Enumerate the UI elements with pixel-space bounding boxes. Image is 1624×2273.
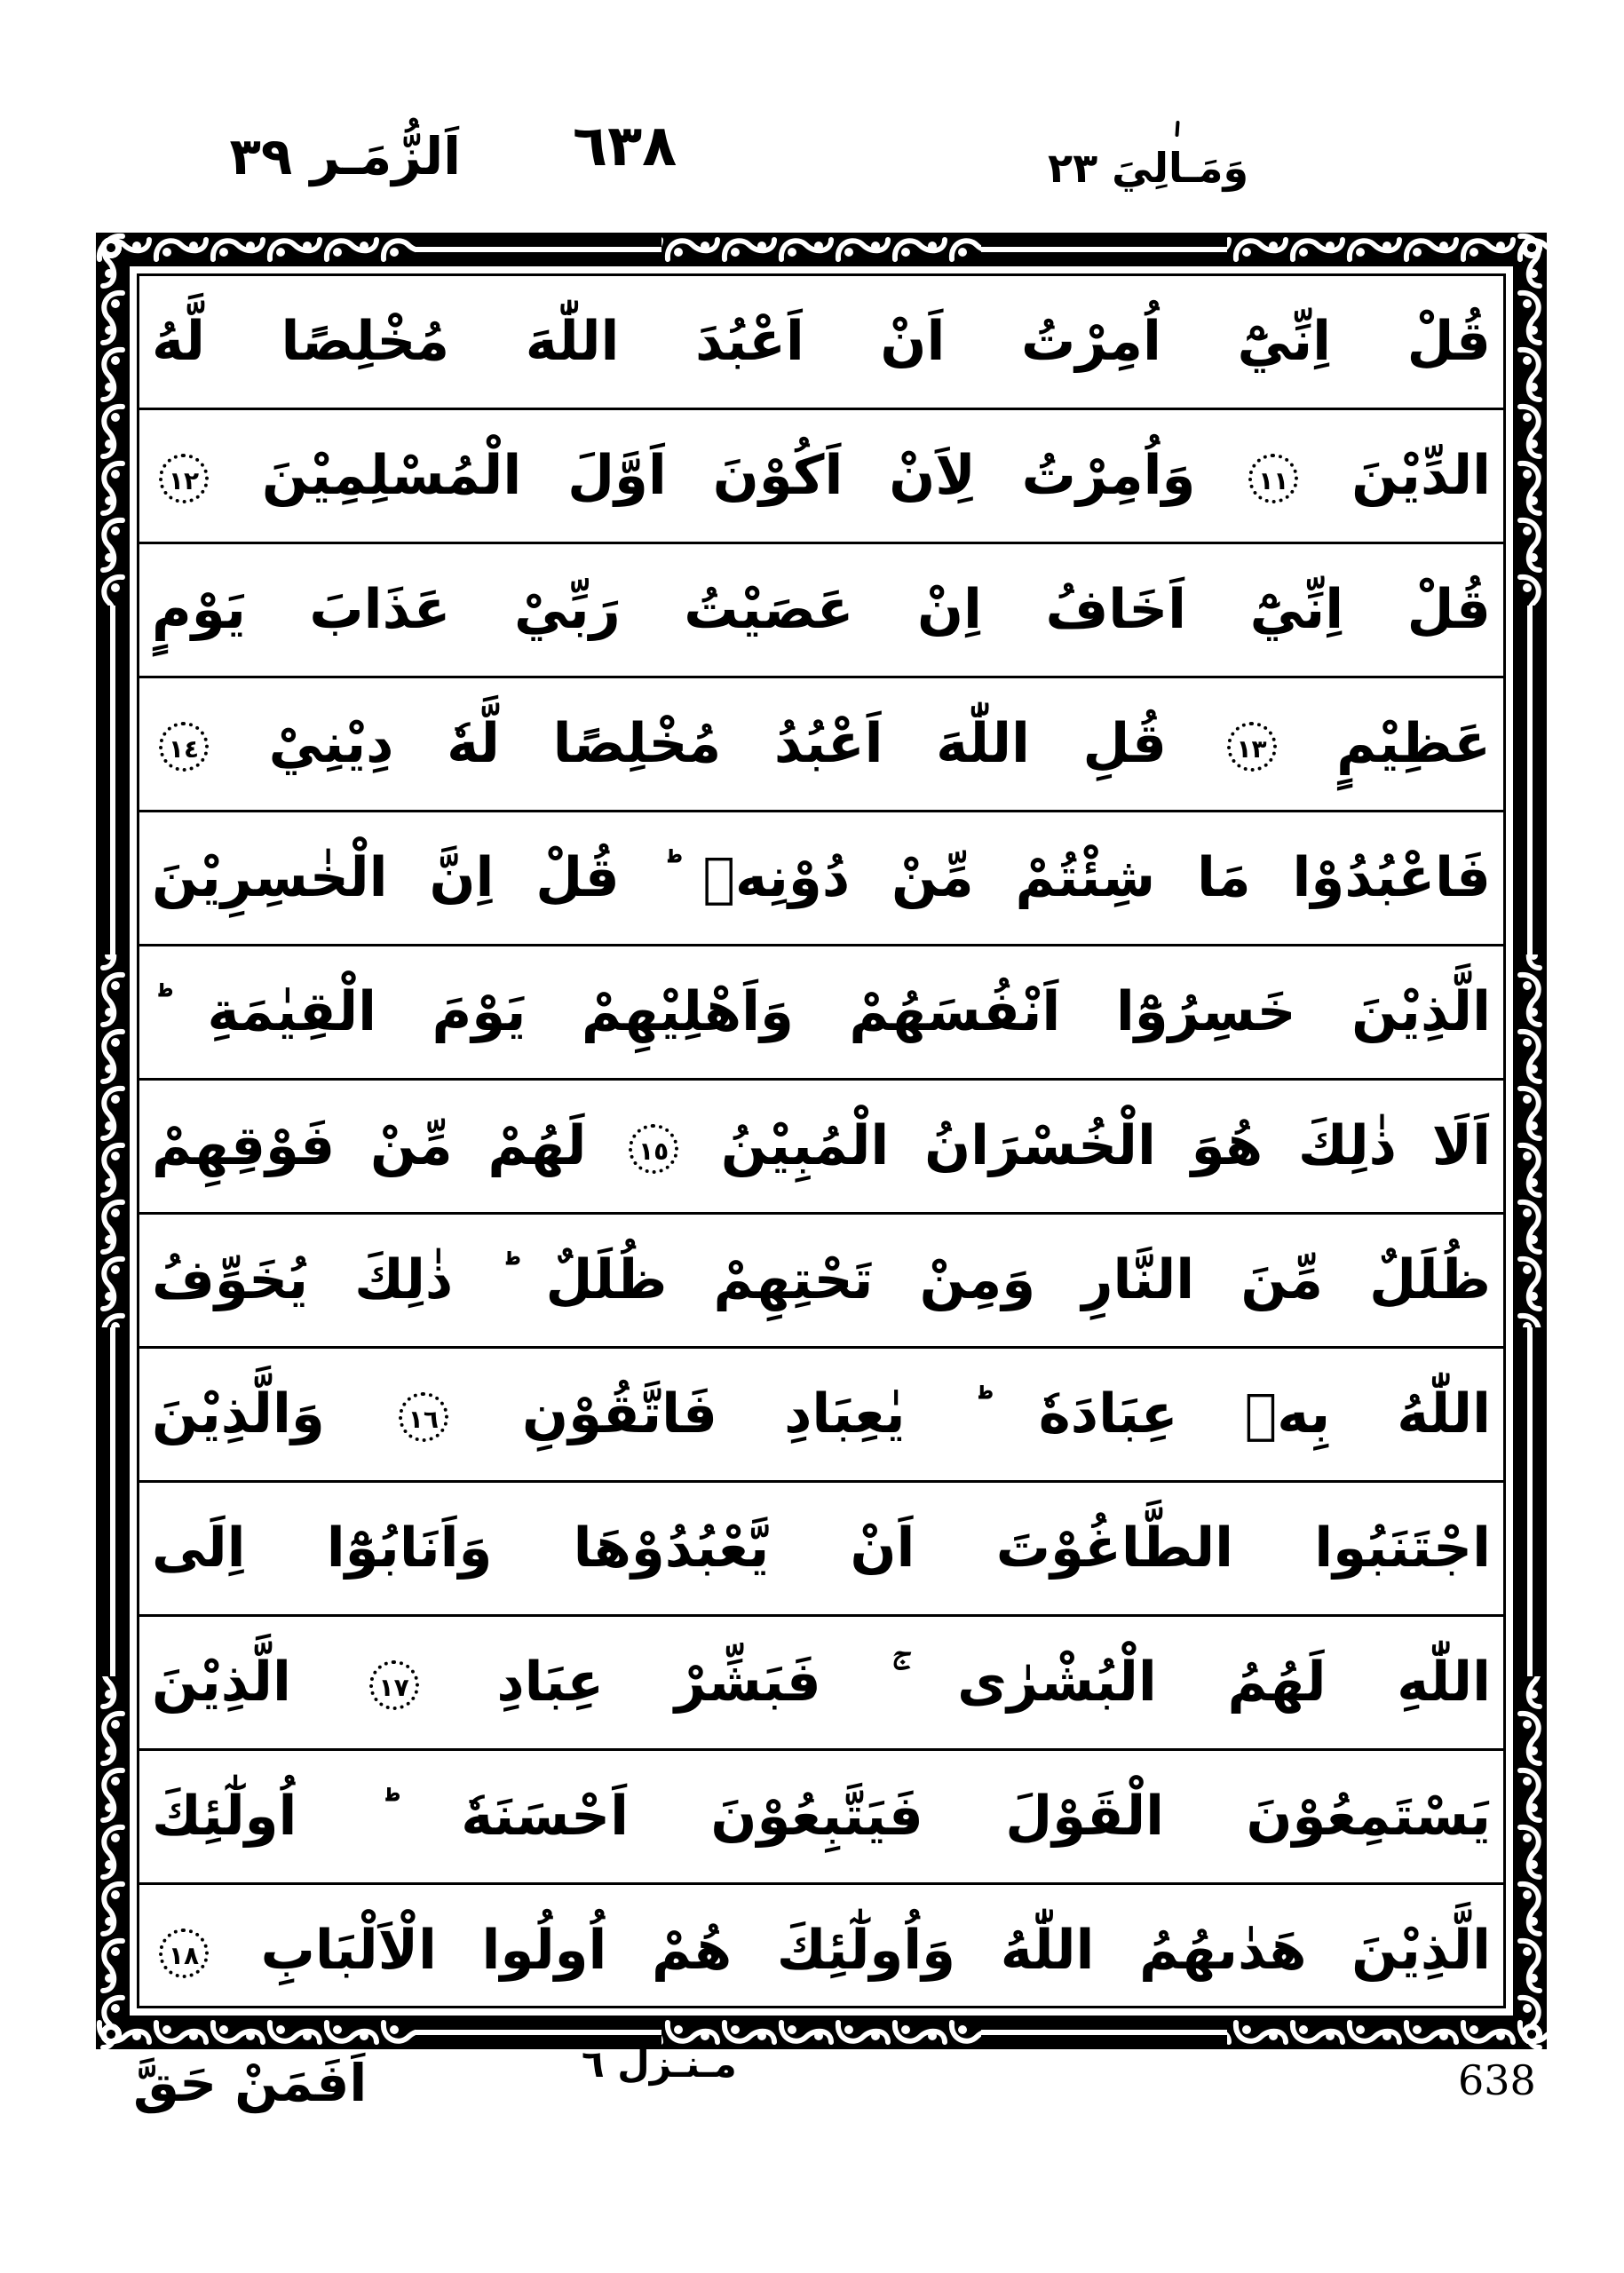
surah-title: اَلزُّمَـر ٣٩ — [229, 126, 461, 186]
ayah-marker: ١٦ — [399, 1392, 448, 1442]
ayah-marker: ١٥ — [629, 1124, 678, 1174]
ayah-line-7: اَلَا ذٰلِكَ هُوَ الْخُسْرَانُ الْمُبِيْنُ ١٥ لَهُمْ مِّنْ فَوْقِهِمْ — [139, 1081, 1503, 1215]
page-number-arabic: ٦٣٨ — [573, 114, 677, 179]
ayah-line-11: اللّٰهِ لَهُمُ الْبُشْرٰى ۚ فَبَشِّرْ عِبَادِ ١٧ الَّذِيْنَ — [139, 1617, 1503, 1751]
corner-rosette-bottom-left — [99, 2023, 123, 2046]
ayah-line-9: اللّٰهُ بِهٖ عِبَادَهٗ ؕ يٰعِبَادِ فَاتَّقُوْنِ ١٦ وَالَّذِيْنَ — [139, 1349, 1503, 1483]
ayah-line-12: يَسْتَمِعُوْنَ الْقَوْلَ فَيَتَّبِعُوْنَ اَحْسَنَهٗ ؕ اُولٰٓئِكَ — [139, 1751, 1503, 1885]
border-ornament-left — [96, 233, 130, 2049]
ayah-line-2: الدِّيْنَ ١١ وَاُمِرْتُ لِاَنْ اَكُوْنَ اَوَّلَ الْمُسْلِمِيْنَ ١٢ — [139, 410, 1503, 544]
ayah-marker: ١٣ — [1227, 722, 1277, 772]
ayah-marker: ١٨ — [159, 1928, 209, 1978]
border-ornament-right — [1513, 233, 1547, 2049]
page-number-western: 638 — [1458, 2056, 1536, 2104]
ayah-marker: ١٧ — [369, 1660, 419, 1710]
frame-inner — [130, 266, 1513, 2016]
ayah-line-4: عَظِيْمٍ ١٣ قُلِ اللّٰهَ اَعْبُدُ مُخْلِصًا لَّهٗ دِيْنِيْ ١٤ — [139, 678, 1503, 812]
ayah-marker: ١٢ — [159, 454, 209, 503]
corner-rosette-bottom-right — [1520, 2023, 1543, 2046]
ayah-line-3: قُلْ اِنِّيْٓ اَخَافُ اِنْ عَصَيْتُ رَبِّيْ عَذَابَ يَوْمٍ — [139, 544, 1503, 678]
decorative-frame — [96, 233, 1547, 2049]
ayah-line-10: اجْتَنَبُوا الطَّاغُوْتَ اَنْ يَّعْبُدُوْهَا وَاَنَابُوْٓا اِلَى — [139, 1483, 1503, 1617]
border-ornament-top — [96, 233, 1547, 266]
corner-rosette-top-left — [99, 236, 123, 259]
ayah-text-block — [137, 273, 1506, 2008]
ayah-line-1: قُلْ اِنِّيْٓ اُمِرْتُ اَنْ اَعْبُدَ اللّٰهَ مُخْلِصًا لَّهُ — [139, 276, 1503, 410]
ayah-line-5: فَاعْبُدُوْا مَا شِئْتُمْ مِّنْ دُوْنِهٖ ؕ قُلْ اِنَّ الْخٰسِرِيْنَ — [139, 812, 1503, 946]
ink-speck — [1175, 121, 1179, 137]
ayah-marker: ١١ — [1248, 454, 1298, 503]
ayah-line-8: ظُلَلٌ مِّنَ النَّارِ وَمِنْ تَحْتِهِمْ ظُلَلٌ ؕ ذٰلِكَ يُخَوِّفُ — [139, 1215, 1503, 1349]
catchword: اَفَمَنْ حَقَّ — [133, 2053, 368, 2113]
ayah-line-6: الَّذِيْنَ خَسِرُوْٓا اَنْفُسَهُمْ وَاَهْلِيْهِمْ يَوْمَ الْقِيٰمَةِ ؕ — [139, 946, 1503, 1081]
corner-rosette-top-right — [1520, 236, 1543, 259]
border-ornament-bottom — [96, 2016, 1547, 2049]
manzil-label: مـنـزل ٦ — [582, 2042, 737, 2086]
ayah-marker: ١٤ — [159, 722, 209, 772]
juz-marker: وَمَـالِيَ ٢٣ — [1048, 144, 1249, 192]
ayah-line-13: الَّذِيْنَ هَدٰىهُمُ اللّٰهُ وَاُولٰٓئِكَ هُمْ اُولُوا الْاَلْبَابِ ١٨ — [139, 1885, 1503, 2016]
